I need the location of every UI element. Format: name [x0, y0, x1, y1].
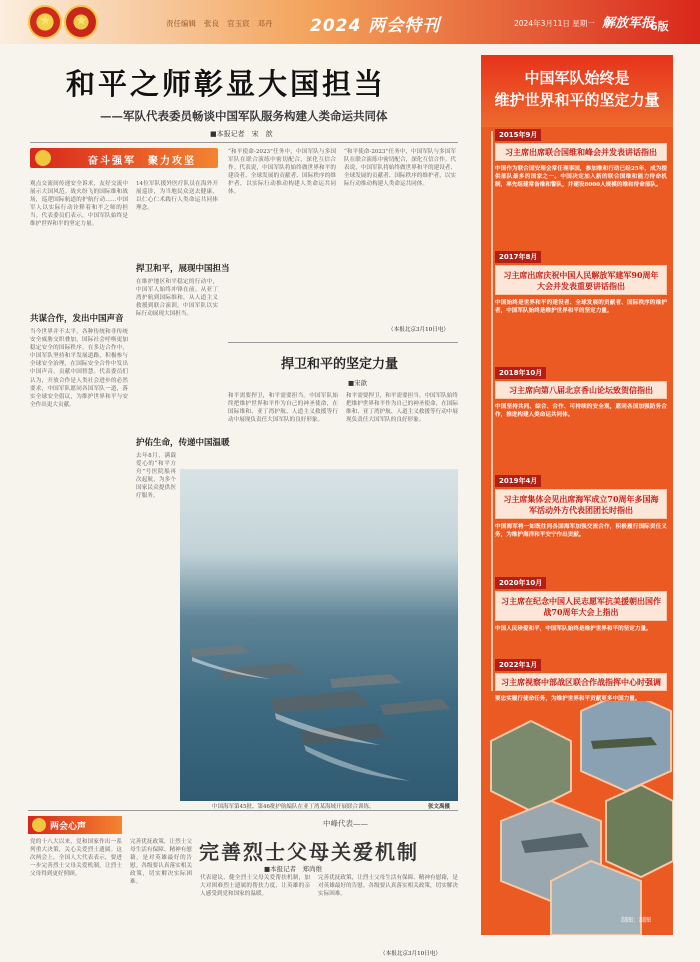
event-text: 中国坚持共同、综合、合作、可持续的安全观，愿同各国加强防务合作，推进构建人类命运共同体。: [495, 404, 667, 419]
event-date: 2022年1月: [495, 659, 541, 671]
photo-caption: 中国海军第45批、第46批护航编队在亚丁湾某海域开展联合训练。: [212, 804, 375, 810]
event-date: 2015年9月: [495, 129, 541, 141]
article-column-2-body-2: 去年8月，满载爱心的“和平方舟”号医院船再次起航，为多个国家民众提供医疗服务。: [136, 453, 176, 500]
bottom-column-4: 完善优抚政策，让烈士父母生活有保障、精神有慰藉，是对英雄最好的告慰。各级要认真落实相关政策，切实解决实际困难。: [318, 875, 458, 898]
event-title-box: 习主席视察中部战区联合作战指挥中心时强调: [495, 673, 667, 691]
section-banner: 奋斗强军 聚力攻坚: [30, 148, 218, 168]
graphic-credit: 制图：制图: [621, 917, 652, 924]
page-header: [0, 0, 700, 44]
column-2-subhead-1: 捍卫和平，展现中国担当: [136, 264, 230, 274]
timeline-sidebar: [481, 55, 673, 935]
editor-credits: 责任编辑 张良 官玉宸 邓丹: [166, 19, 273, 28]
article-column-2-body: 在维护地区和平稳定的行动中，中国军人始终冲锋在前。从亚丁湾护航到国际维和，从人道主义救援到联合演训，中国军队以实际行动展现大国担当。: [136, 279, 218, 318]
national-emblem-icon: [64, 5, 98, 39]
page-number: 6版: [650, 20, 669, 33]
party-emblem-icon: [28, 5, 62, 39]
photo-credit: 张文禹摄: [428, 804, 451, 810]
military-photo-collage: [481, 701, 673, 935]
emblem-icon: [32, 818, 46, 832]
bottom-column-3: 代表建议，健全烈士父母关爱帮扶机制，加大对困难烈士遗属的帮扶力度，让英雄的亲人感受到党和国家的温暖。: [200, 875, 310, 898]
main-byline: ■本报记者 宋 歆: [210, 130, 273, 138]
event-text: 中国作为联合国安理会常任理事国，参加维和行动已经25年，成为提供部队最多的国家之一。中国决定加入新的联合国维和能力待命机制，率先组建常备维和警队，并建设8000人规模的维和待命部队。: [495, 166, 667, 189]
main-subheadline: ——军队代表委员畅谈中国军队服务构建人类命运共同体: [100, 109, 388, 123]
feature-column-2: 和平需要捍卫，和平需要担当。中国军队始终把维护世界和平作为自己的神圣使命，在国际维和、亚丁湾护航、人道主义救援等行动中展现负责任大国军队的良好形象。: [346, 393, 458, 424]
divider: [28, 810, 458, 811]
event-date: 2019年4月: [495, 475, 541, 487]
fleet-illustration: [180, 469, 458, 801]
event-date: 2017年8月: [495, 251, 541, 263]
event-title-box: 习主席在纪念中国人民志愿军抗美援朝出国作战70周年大会上指出: [495, 591, 667, 621]
feature-byline: ■宋歆: [348, 379, 368, 387]
feature-headline: 捍卫和平的坚定力量: [281, 357, 399, 372]
bottom-headline: 完善烈士父母关爱机制: [199, 840, 419, 864]
emblem-icon: [35, 150, 51, 166]
event-text: 中国人民珍爱和平，中国军队始终是维护世界和平的坚定力量。: [495, 626, 652, 632]
main-headline: 和平之师彰显大国担当: [66, 67, 387, 101]
divider: [228, 342, 458, 343]
article-column-1: 观点交流间传递安全诉求，友好交流中展示大国风范。战火纷飞的国际维和战场，巡逻国际航道的护航行动……中国军人以实际行动诠释着和平之师的担当。代表委员们表示，中国军队始终是维护世界和平的坚定力量。: [30, 181, 128, 228]
newspaper-logo: 解放军报: [602, 16, 655, 31]
article-column-1-body: 当今世界并不太平，各种传统和非传统安全威胁交织叠加，国际社会呼唤更加稳定安全的国际秩序。在多边合作中，中国军队坚持和平发展道路，积极参与全球安全治理，在国际安全合作中发出中国声音，贡献中国智慧。代表委员们认为，开放合作是人类社会进步的必然要求，中国军队愿同各国军队一道，落实全球安全倡议，为维护世界和平与安全作出更大贡献。: [30, 329, 128, 408]
bottom-kicker: 中峰代表——: [323, 819, 368, 828]
bottom-dateline: （本报北京3月10日电）: [380, 951, 442, 957]
event-date: 2020年10月: [495, 577, 546, 589]
sidebar-header: 中国军队始终是 维护世界和平的坚定力量: [481, 55, 673, 127]
event-title-box: 习主席向第八届北京香山论坛致贺信指出: [495, 381, 667, 399]
feature-column-1: 和平需要捍卫，和平需要担当。中国军队始终把维护世界和平作为自己的神圣使命，在国际维和、亚丁湾护航、人道主义救援等行动中展现负责任大国军队的良好形象。: [228, 393, 338, 424]
bottom-column-1: 党的十八大以来，党和国家作出一系列重大决策，关心关爱烈士遗属。这次两会上，全国人大代表表示，要进一步完善烈士父母关爱机制，让烈士父母得到更好照顾。: [30, 839, 122, 878]
collage-illustration: [481, 701, 673, 935]
column-1-subhead: 共谋合作，发出中国声音: [30, 314, 124, 324]
divider: [30, 142, 458, 143]
bottom-column-2: 完善优抚政策，让烈士父母生活有保障、精神有慰藉，是对英雄最好的告慰。各级要认真落实相关政策，切实解决实际困难。: [130, 839, 192, 886]
special-issue-label: 2024 两会特刊: [310, 16, 441, 36]
article-column-4: “和平使命-2023”任务中，中国军队与多国军队在联合演练中密切配合，深化互信合作。代表说，中国军队将始终做世界和平的建设者、全球发展的贡献者、国际秩序的维护者，以实际行动推动构建人类命运共同体。: [344, 149, 456, 188]
column-2-subhead-2: 护佑生命，传递中国温暖: [136, 438, 230, 448]
article-column-3: “和平使命-2023”任务中，中国军队与多国军队在联合演练中密切配合，深化互信合作。代表说，中国军队将始终做世界和平的建设者、全球发展的贡献者、国际秩序的维护者，以实际行动推动构建人类命运共同体。: [228, 149, 336, 196]
issue-date: 2024年3月11日 星期一: [514, 19, 595, 28]
naval-fleet-photo: [180, 469, 458, 801]
dateline: （本报北京3月10日电）: [388, 327, 450, 333]
event-title-box: 习主席出席联合国维和峰会并发表讲话指出: [495, 143, 667, 161]
event-title-box: 习主席集体会见出席海军成立70周年多国海军活动外方代表团团长时指出: [495, 489, 667, 519]
article-column-2: 14位军队援外医疗队员在海外开展巡诊，为当地民众送去健康，以仁心仁术践行人类命运共同体理念。: [136, 181, 218, 212]
timeline-line: [491, 131, 493, 691]
bottom-byline: ■本报记者 郑尚维: [264, 865, 323, 873]
event-text: 中国海军将一如既往同各国海军加强交流合作，积极履行国际责任义务，为维护海洋和平安宁作出贡献。: [495, 524, 667, 539]
event-title-box: 习主席出席庆祝中国人民解放军建军90周年大会并发表重要讲话指出: [495, 265, 667, 295]
section-banner: 两会心声: [28, 816, 122, 834]
event-text: 中国始终是世界和平的建设者、全球发展的贡献者、国际秩序的维护者，中国军队始终是维护世界和平的坚定力量。: [495, 300, 667, 315]
event-date: 2018年10月: [495, 367, 546, 379]
event-text: 要忠实履行使命任务，为维护世界和平贡献更多中国力量。: [495, 696, 641, 702]
